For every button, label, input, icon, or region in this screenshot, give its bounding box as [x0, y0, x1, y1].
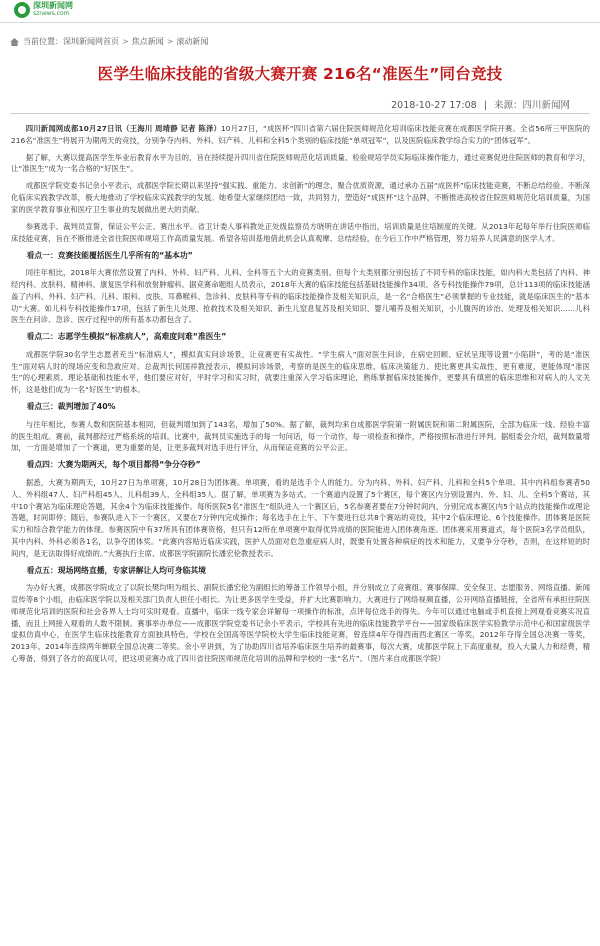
section-heading: 看点五：现场网络直播，专家讲解让人均可身临其境: [26, 565, 206, 575]
article-dateline: 四川新闻网成都10月27日讯（王海川 周靖静 记者 陈泽）: [25, 124, 222, 133]
breadcrumb-home-link[interactable]: 深圳新闻网首页: [63, 37, 119, 46]
article-source: 来源：四川新闻网: [493, 100, 570, 111]
article-paragraph: 据了解，大赛以提高医学生毕业后教育水平为目的，旨在持续提升四川省住院医师规范化培训质量、检验规培学员实际临床操作能力，通过竞赛促进住院医师的教育和学习，让“准医生”成为一名合格的“好医生”。: [11, 152, 590, 174]
meta-divider: |: [483, 100, 487, 111]
article-title: 医学生临床技能的省级大赛开赛 216名“准医生”同台竞技: [97, 65, 503, 83]
article-meta: [391, 97, 570, 111]
logo-icon: [14, 2, 30, 18]
logo-name: 深圳新闻网: [33, 1, 73, 10]
breadcrumb-rolling-link[interactable]: 滚动新闻: [176, 37, 209, 46]
section-heading: 看点二：志愿学生模拟“标准病人”，高难度问难“准医生”: [26, 332, 227, 342]
article-paragraph: 与往年相比，参赛人数和医院基本相同，但裁判增加到了143名，增加了50%。据了解，裁判均来自成都医学院第一附属医院和第二附属医院，全部为临床一线、经验丰富的医生组成。赛前，裁判都经过严格系统的培训。比赛中，裁判员实施选手的每一句问话，每一个动作，每一项检查和操作，严格按照标准进行评判。据组委会介绍，裁判数量增加，一方面是增加了一个赛道，更为重要的是，让更多裁判对选手进行评分，从而保证竞赛的公平公正。: [11, 419, 590, 453]
home-icon: [10, 38, 19, 46]
breadcrumb-focus-link[interactable]: 焦点新闻: [131, 37, 164, 46]
article-paragraph: [11, 123, 590, 147]
logo-domain: sznews.com: [33, 10, 70, 17]
article-paragraph: 成都医学院30名学生志愿者充当“标准病人”，模拟真实问诊场景，让竞赛更有实战性。“学生病人”面对医生问诊，在病史回顾、症状呈现等设置“小陷阱”，考的是“准医生”面对病人时的现场应变和急救应对。总裁判长何国祥教授表示，模拟问诊场景，考察的是医生的临床思维、临床决策能力、使比赛更具实战性，更有难度，更能体现“准医生”的心理素质、理论基础和技能水平，他们要应对好，平时学习和实习时，就要注重深入学习临床理论，熟练掌握临床技能操作，更要具有缜密的临床思维和对病人的人文关怀，这是他们成为一名“好医生”的根本。: [11, 349, 590, 395]
article-paragraph: 为办好大赛，成都医学院成立了以院长樊均明为组长、副院长潘宏伦为副组长的筹备工作领导小组，并分别成立了竞赛组、赛事保障、安全保卫、志愿服务、网络直播、新闻宣传等8个小组，由临床医学院以及相关部门负责人担任小组长。为让更多医学生受益，并扩大比赛影响力，大赛进行了网络视频直播，公开网络直播链接，全省所有承担住院医师规范化培训的医院和社会各界人士均可实时观看。直播中，临床一线专家会详解每一项操作的标准，点评每位选手的得失。今年可以通过电脑或手机直接上网观看竞赛实况直播，而且上网接入观看的人数不限制。赛事举办单位——成都医学院党委书记余小平表示，学校具有先进的临床技能教学平台——国家级临床医学实验教学示范中心和国家级医学虚拟仿真中心，在医学生临床技能教育方面独具特色，学校在全国高等医学院校大学生临床技能竞赛，曾连续4年夺得西南西北赛区一等奖，2012年夺得全国总决赛一等奖，2013年、2014年连续两年蝉联全国总决赛二等奖。余小平讲到，为了协助四川省培养临床医生培养的最赛事，每次大赛，成都医学院上下高度重视，投入大量人力和经费，精心筹备，得到了各方的高度认可，把这项竞赛办成了四川省住院医师规范化培训的品牌和学校的一张“名片”。（图片来自成都医学院）: [11, 583, 590, 663]
breadcrumb-separator: >: [166, 37, 174, 46]
breadcrumb-prefix: 当前位置：: [23, 37, 63, 46]
title-divider: [10, 113, 590, 114]
site-logo[interactable]: [14, 2, 73, 18]
article-paragraph: 同往年相比，2018年大赛依然设置了内科、外科、妇产科、儿科、全科等五个大的竞赛类别。但每个大类别都分别包括了不同专科的临床技能，如内科大类包括了内科、神经内科、皮肤科、精神科、康复医学科和放射肿瘤科。据竞赛命题组人员表示，2018年大赛的临床技能包括基础技能操作34项、各专科技能操作79项，总计113项的临床技能涵盖了内科、外科、妇产科、儿科、眼科、皮肤、耳鼻喉科、急诊科、皮肤科等专科的临床技能操作及相关知识点，是一名“合格医生”必须掌握的专业技能，就是临床医生的“基本功”大赛。如儿科专科技能操作17项，包括了新生儿处理、抢救技术及相关知识、新生儿窒息复苏及相关知识、婴儿哺养及相关知识，小儿腹泻的诊治、处理及相关知识……儿科医生在问诊、急诊、医疗过程中的所有基本功都包含了。: [11, 268, 590, 325]
article-paragraph: 成都医学院党委书记余小平表示，成都医学院长期以来坚持“强实践、重能力、求创新”的理念，聚合优质资源，通过承办五届“成医杯”临床技能竞赛，不断总结经验、不断深化临床实践教学改革，极大地推动了学校临床实践教学的发展。她希望大家继续团结一致，共同努力，塑造好“成医杯”这个品牌，不断推进高校省住院医师规范化培训质量，为国家的医学教育事业和医疗卫生事业的发展做出更大的贡献。: [11, 181, 590, 214]
breadcrumb-separator: >: [122, 37, 129, 46]
article-date: 2018-10-27 17:08: [391, 100, 477, 111]
article-paragraph: 据悉，大赛为期两天，10月27日为单项赛，10月28日为团体赛。单项赛，看的是选手个人的能力。分为内科、外科、妇产科、儿科和全科5个单项。其中内科组参赛者50人、外科组47人、妇产科组45人、儿科组39人、全科组35人。据了解，单项赛为多站式。一个赛道内设置了5个赛区，每个赛区内分别设置内、外、妇、儿、全科5个赛站，其中10个赛站为临床理论答题，其余4个为临床技能操作。每所医院5名“准医生”组队进入一个赛区后，5名参赛者要在7分钟时间内，分别完成本赛区内5个站点的技能操作或理论答题，时间即停；随后，参赛队进入下一个赛区，又要在7分钟内完成操作；每名选手在上午、下午要进行总共8个赛站的竞技，其中2个临床理论、6个技能操作。团体赛是医院实力和综合教学能力的体现。参赛医院中有37所具有团体赛资格，但只有12所在单项赛中取得优异成绩的医院能进入团体赛角逐。团体赛采用赛道式，每个医院3名学员组队，其中内科、外科必须各1名，以争夺团体奖。“此赛内容贴近临床实践，医护人员面对危急重症病人时，既要有处置各种病症的技术和能力，又要争分夺秒，否则，在这样短的时间内，是无法取得好成绩的。”大赛执行主席、成都医学院副院长潘宏伦教授表示。: [11, 478, 590, 558]
site-header: [0, 0, 600, 23]
article-paragraph: 参赛选手、裁判员宣誓，保证公平公正、赛出水平。省卫计委人事科教处正处级监察员方晓明在讲话中指出，培训质量是住培制度的关键。从2013年起每年举行住院医师临床技能竞赛，旨在不断推进全省住院医师规培工作高质量发展。希望各培训基地借此机会认真观摩、总结经验，在今后工作中严格管理，努力培养人民满意的医学人才。: [11, 221, 590, 243]
breadcrumb: [10, 36, 208, 47]
article-body: [11, 123, 590, 670]
article-lead-text: 10月27日，“成医杯”四川省第六届住院医师规范化培训临床技能竞赛在成都医学院开赛。全省56所三甲医院的216名“准医生”将展开为期两天的竞技，分别争夺内科、外科、妇产科、儿科和全科5个类别的临床技能“单项冠军”，以及医院临床教学综合实力的“团体冠军”。: [11, 124, 590, 145]
section-heading: 看点四：大赛为期两天，每个项目都得“争分夺秒”: [26, 460, 201, 470]
section-heading: 看点一：竞赛技能覆括医生几乎所有的“基本功”: [26, 250, 193, 260]
section-heading: 看点三：裁判增加了40%: [26, 402, 116, 412]
